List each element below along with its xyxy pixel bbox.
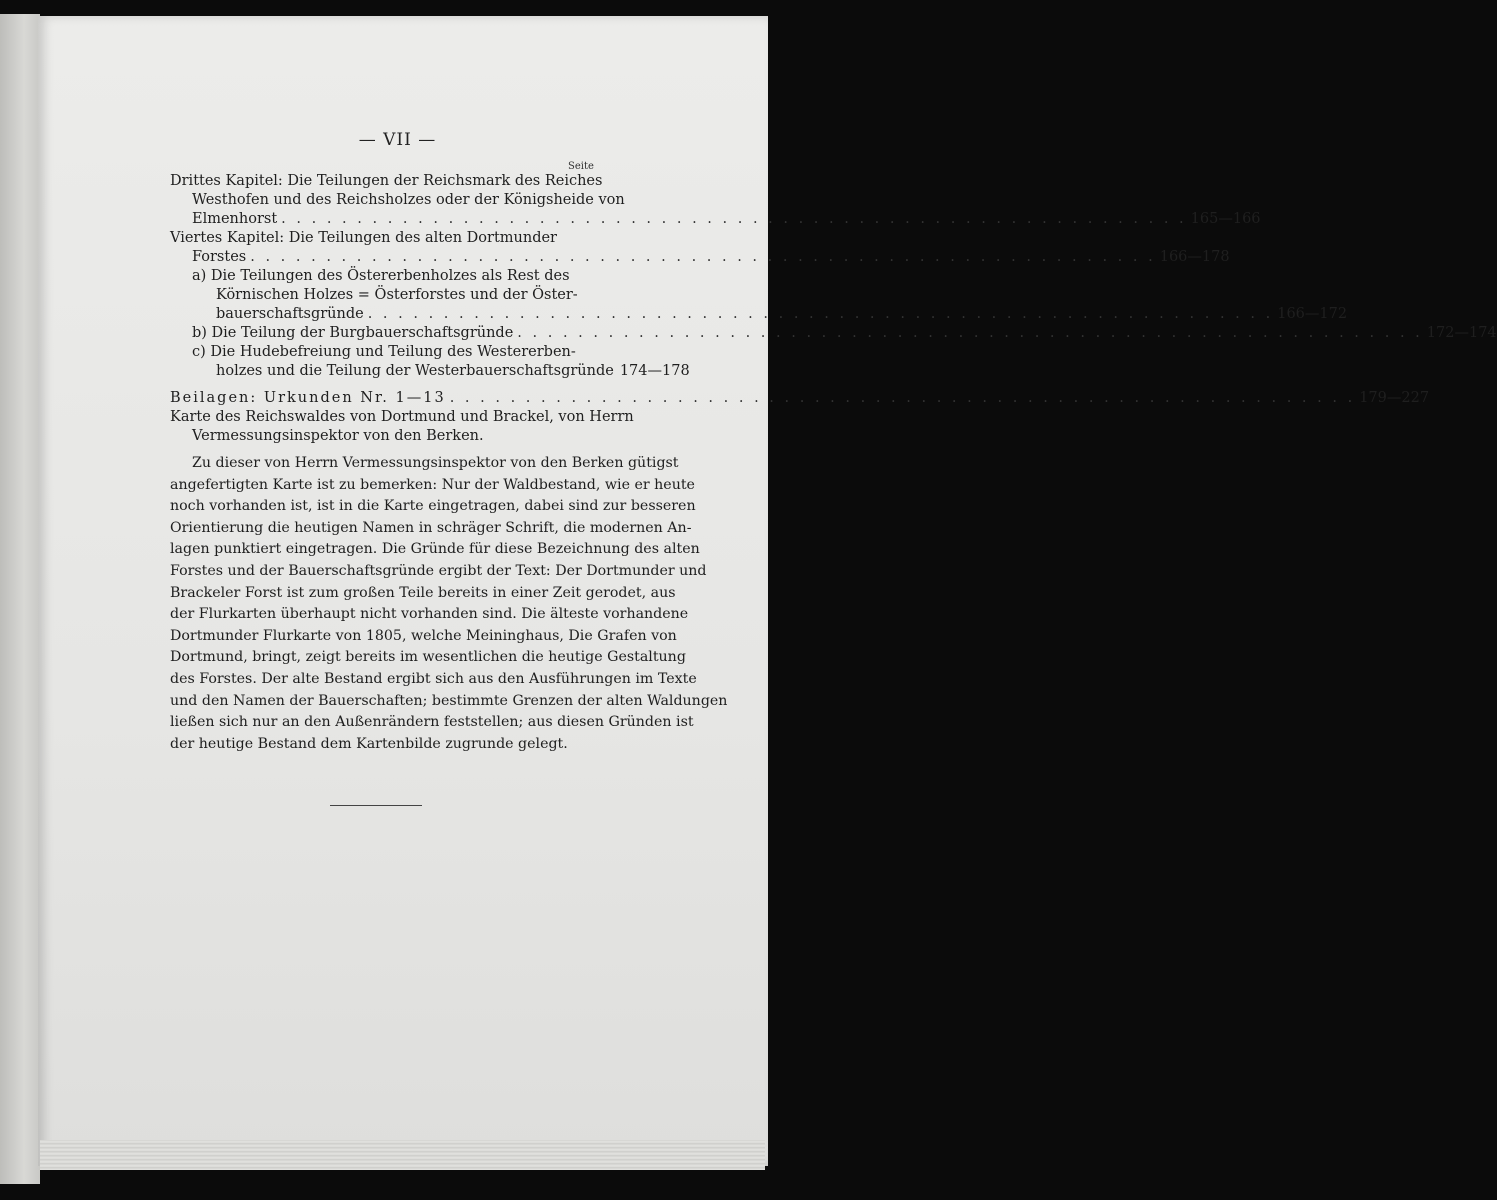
paragraph-line: der heutige Bestand dem Kartenbilde zugrunde gelegt.: [170, 735, 568, 752]
toc-entry-drittes-kapitel: [170, 172, 1261, 229]
facing-page-edge: [0, 14, 40, 1184]
toc-entry-beilagen: [170, 389, 1430, 408]
seite-label: Seite: [568, 161, 594, 172]
leader-dots: [450, 389, 1356, 408]
leader-dots: [368, 305, 1274, 324]
paragraph-line: und den Namen der Bauerschaften; bestimmte Grenzen der alten Waldungen: [170, 692, 728, 709]
leader-dots: [281, 210, 1187, 229]
toc-pages: 172—174: [1426, 325, 1497, 341]
paragraph-line: noch vorhanden ist, ist in die Karte eingetragen, dabei sind zur besseren: [170, 498, 696, 515]
toc-entry-a: [170, 267, 1348, 324]
toc-line: Vermessungsinspektor von den Berken.: [192, 428, 484, 444]
toc-line: c) Die Hudebefreiung und Teilung des Westererben-: [192, 344, 576, 360]
paragraph-line: des Forstes. Der alte Bestand ergibt sich aus den Ausführungen im Texte: [170, 670, 697, 687]
toc-line: holzes und die Teilung der Westerbauerschaftsgründe: [216, 363, 614, 379]
toc-line: Elmenhorst: [192, 211, 278, 227]
leader-dots: [517, 324, 1423, 343]
paragraph-line: Dortmunder Flurkarte von 1805, welche Meininghaus, Die Grafen von: [170, 627, 677, 644]
toc-line: Forstes: [192, 249, 247, 265]
table-of-contents: [170, 172, 1497, 446]
toc-pages: 166—178: [1159, 249, 1230, 265]
toc-entry-b: [170, 324, 1497, 343]
toc-line: bauerschaftsgründe: [216, 306, 364, 322]
paragraph-line: Dortmund, bringt, zeigt bereits im wesentlichen die heutige Gestaltung: [170, 649, 686, 666]
toc-entry-viertes-kapitel: [170, 229, 1230, 267]
paragraph-line: lagen punktiert eingetragen. Die Gründe für diese Bezeichnung des alten: [170, 541, 700, 558]
toc-pages: 166—172: [1277, 306, 1348, 322]
running-head: — VII —: [358, 130, 437, 150]
paragraph-line: Forstes und der Bauerschaftsgründe ergibt der Text: Der Dortmunder und: [170, 562, 707, 579]
toc-line: Viertes Kapitel: Die Teilungen des alten Dortmunder: [170, 230, 557, 246]
paragraph-line: der Flurkarten überhaupt nicht vorhanden sind. Die älteste vorhandene: [170, 606, 689, 623]
toc-pages: 179—227: [1359, 390, 1430, 406]
toc-pages: 174—178: [619, 363, 690, 379]
page-stack-edge: [40, 1140, 765, 1170]
leader-dots: [250, 248, 1156, 267]
toc-line: Drittes Kapitel: Die Teilungen der Reichsmark des Reiches: [170, 173, 603, 189]
body-paragraph: [170, 453, 728, 755]
paragraph-line: Zu dieser von Herrn Vermessungsinspektor von den Berken gütigst: [192, 455, 679, 471]
toc-line: a) Die Teilungen des Östererbenholzes als Rest des: [192, 268, 570, 284]
toc-line: Karte des Reichswaldes von Dortmund und Brackel, von Herrn: [170, 409, 634, 425]
closing-rule: [330, 805, 422, 806]
toc-line: Beilagen: Urkunden Nr. 1—13: [170, 390, 446, 406]
toc-pages: 165—166: [1190, 211, 1261, 227]
toc-line: Körnischen Holzes = Österforstes und der Öster-: [216, 287, 578, 303]
paragraph-line: ließen sich nur an den Außenrändern feststellen; aus diesen Gründen ist: [170, 714, 694, 731]
toc-line: b) Die Teilung der Burgbauerschaftsgründe: [192, 325, 514, 341]
toc-line: Westhofen und des Reichsholzes oder der Königsheide von: [192, 192, 625, 208]
toc-entry-c: [170, 343, 690, 381]
paragraph-line: angefertigten Karte ist zu bemerken: Nur der Waldbestand, wie er heute: [170, 476, 695, 493]
paragraph-line: Brackeler Forst ist zum großen Teile bereits in einer Zeit gerodet, aus: [170, 584, 676, 601]
paragraph-line: Orientierung die heutigen Namen in schräger Schrift, die modernen An-: [170, 519, 692, 536]
toc-entry-karte: [170, 408, 634, 446]
